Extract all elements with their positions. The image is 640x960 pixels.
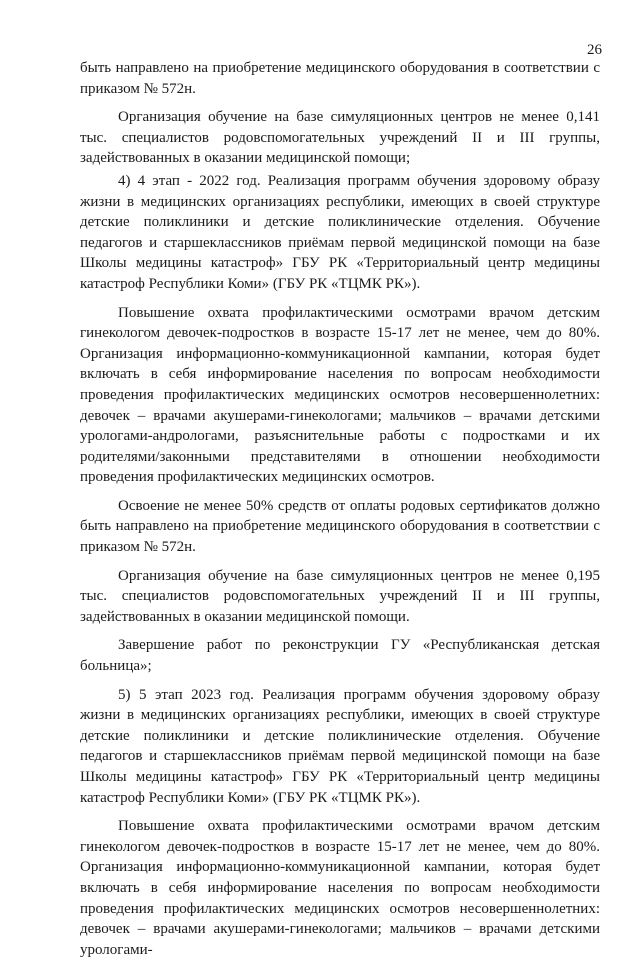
paragraph-1: быть направлено на приобретение медицинского оборудования в соответствии с приказом № 572н. — [80, 60, 600, 97]
paragraph-6: Организация обучение на базе симуляционных центров не менее 0,195 тыс. специалистов родовспомогательных учреждений II и III группы, задействованных в оказании медицинской помощи. — [80, 567, 600, 625]
paragraph-3: 4) 4 этап - 2022 год. Реализация программ обучения здоровому образу жизни в медицинских организациях республики, имеющих в своей структуре детские поликлиники и детские поликлинические отделения. Обучение педагогов и старшеклассников приёмам первой медицинской помощи на базе Школы медицины катастроф» ГБУ РК «Территориальный центр медицины катастроф Республики Коми» (ГБУ РК «ТЦМК РК»). — [80, 172, 600, 292]
paragraph-2: Организация обучение на базе симуляционных центров не менее 0,141 тыс. специалистов родовспомогательных учреждений II и III группы, задействованных в оказании медицинской помощи; — [80, 109, 600, 167]
paragraph-8: 5) 5 этап 2023 год. Реализация программ обучения здоровому образу жизни в медицинских организациях республики, имеющих в своей структуре детские поликлиники и детские поликлинические отделения. Обучение педагогов и старшеклассников приёмам первой медицинской помощи на базе Школы медицины катастроф» ГБУ РК «Территориальный центр медицины катастроф Республики Коми» (ГБУ РК «ТЦМК РК»). — [80, 686, 600, 806]
paragraph-5: Освоение не менее 50% средств от оплаты родовых сертификатов должно быть направлено на приобретение медицинского оборудования в соответствии с приказом № 572н. — [80, 497, 600, 556]
paragraph-7: Завершение работ по реконструкции ГУ «Республиканская детская больница»; — [80, 637, 600, 675]
page-number: 26 — [587, 42, 602, 58]
document-body — [80, 58, 600, 960]
paragraph-9: Повышение охвата профилактическими осмотрами врачом детским гинекологом девочек-подростков в возрасте 15-17 лет не менее, чем до 80%. Организация информационно-коммуникационной кампании, которая будет включать в себя информирование населения по вопросам необходимости проведения профилактических медицинских осмотров несовершеннолетних: девочек – врачами акушерами-гинекологами; мальчиков – врачами детскими урологами- — [80, 818, 600, 958]
paragraph-4: Повышение охвата профилактическими осмотрами врачом детским гинекологом девочек-подростков в возрасте 15-17 лет не менее, чем до 80%. Организация информационно-коммуникационной кампании, которая будет включать в себя информирование населения по вопросам необходимости проведения профилактических медицинских осмотров несовершеннолетних: девочек – врачами акушерами-гинекологами; мальчиков – врачами детскими урологами-андрологами, разъяснительные работы с подростками и их родителями/законными представителями в отношении необходимости проведения профилактических медицинских осмотров. — [80, 304, 600, 486]
